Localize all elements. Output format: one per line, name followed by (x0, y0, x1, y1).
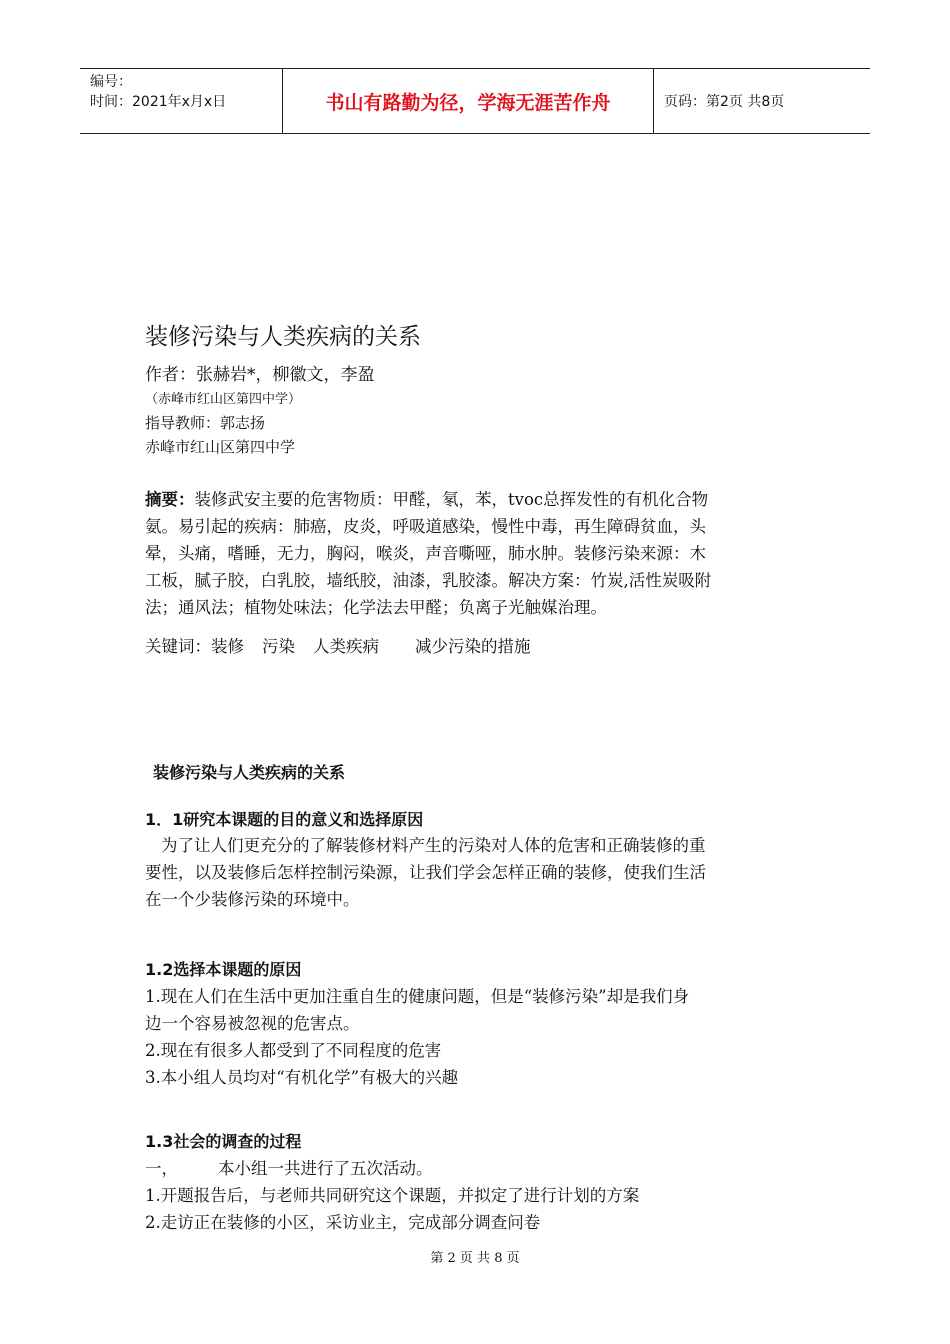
abstract-line: 氨。易引起的疾病：肺癌，皮炎，呼吸道感染，慢性中毒，再生障碍贫血，头 (145, 517, 706, 536)
section-1-2-body (145, 983, 810, 1091)
keywords-label: 关键词： (145, 637, 211, 656)
heading-1-2: 1.2选择本课题的原因 (145, 960, 302, 979)
page-header (80, 68, 870, 134)
header-motto: 书山有路勤为径，学海无涯苦作舟 (282, 69, 654, 133)
paragraph-line: 3.本小组人员均对“有机化学”有极大的兴趣 (145, 1068, 459, 1087)
list-prefix: 一， (145, 1159, 178, 1178)
heading-1-1: 1．1研究本课题的目的意义和选择原因 (145, 810, 424, 829)
keywords (145, 633, 810, 657)
advisor: 指导教师：郭志扬 (145, 414, 266, 432)
section-1-3-body (145, 1155, 810, 1236)
paragraph-line: 2.现在有很多人都受到了不同程度的危害 (145, 1041, 442, 1060)
paragraph-line: 1.开题报告后，与老师共同研究这个课题，并拟定了进行计划的方案 (145, 1186, 640, 1205)
date-label: 时间：2021年x月x日 (90, 94, 227, 110)
page-footer: 第 2 页 共 8 页 (430, 1251, 520, 1266)
keyword: 污染 (262, 637, 295, 656)
keyword: 人类疾病 (313, 637, 379, 656)
abstract (145, 486, 810, 621)
section-title: 装修污染与人类疾病的关系 (153, 763, 346, 782)
paragraph-line: 在一个少装修污染的环境中。 (145, 890, 360, 909)
abstract-line: 装修武安主要的危害物质：甲醛，氡，苯，tvoc总挥发性的有机化合物 (194, 490, 709, 509)
advisor-affiliation: 赤峰市红山区第四中学 (145, 438, 296, 456)
abstract-line: 法；通风法；植物处味法；化学法去甲醛；负离子光触媒治理。 (145, 598, 607, 617)
paragraph-line: 2.走访正在装修的小区，采访业主，完成部分调查问卷 (145, 1213, 541, 1232)
header-page-label: 页码：第2页 共8页 (664, 94, 785, 110)
affiliation: （赤峰市红山区第四中学） (145, 392, 302, 407)
keyword: 减少污染的措施 (415, 637, 531, 656)
document-title: 装修污染与人类疾病的关系 (145, 324, 421, 350)
abstract-line: 工板，腻子胶，白乳胶，墙纸胶，油漆，乳胶漆。解决方案：竹炭,活性炭吸附 (145, 571, 712, 590)
paragraph-line: 1.现在人们在生活中更加注重自生的健康问题，但是“装修污染”却是我们身 (145, 987, 690, 1006)
abstract-line: 晕，头痛，嗜睡，无力，胸闷，喉炎，声音嘶哑，肺水肿。装修污染来源：木 (145, 544, 706, 563)
paragraph-line: 边一个容易被忽视的危害点。 (145, 1014, 360, 1033)
paragraph-line: 为了让人们更充分的了解装修材料产生的污染对人体的危害和正确装修的重 (161, 836, 706, 855)
authors: 作者：张赫岩*，柳徽文，李盈 (145, 365, 375, 385)
paragraph-line: 要性，以及装修后怎样控制污染源，让我们学会怎样正确的装修，使我们生活 (145, 863, 706, 882)
heading-1-3: 1.3社会的调查的过程 (145, 1132, 302, 1151)
section-1-1-body (145, 832, 810, 913)
abstract-label: 摘要： (145, 490, 195, 509)
header-info (80, 69, 282, 133)
number-label: 编号： (90, 74, 132, 90)
keyword: 装修 (211, 637, 244, 656)
paragraph-line: 本小组一共进行了五次活动。 (218, 1159, 433, 1178)
